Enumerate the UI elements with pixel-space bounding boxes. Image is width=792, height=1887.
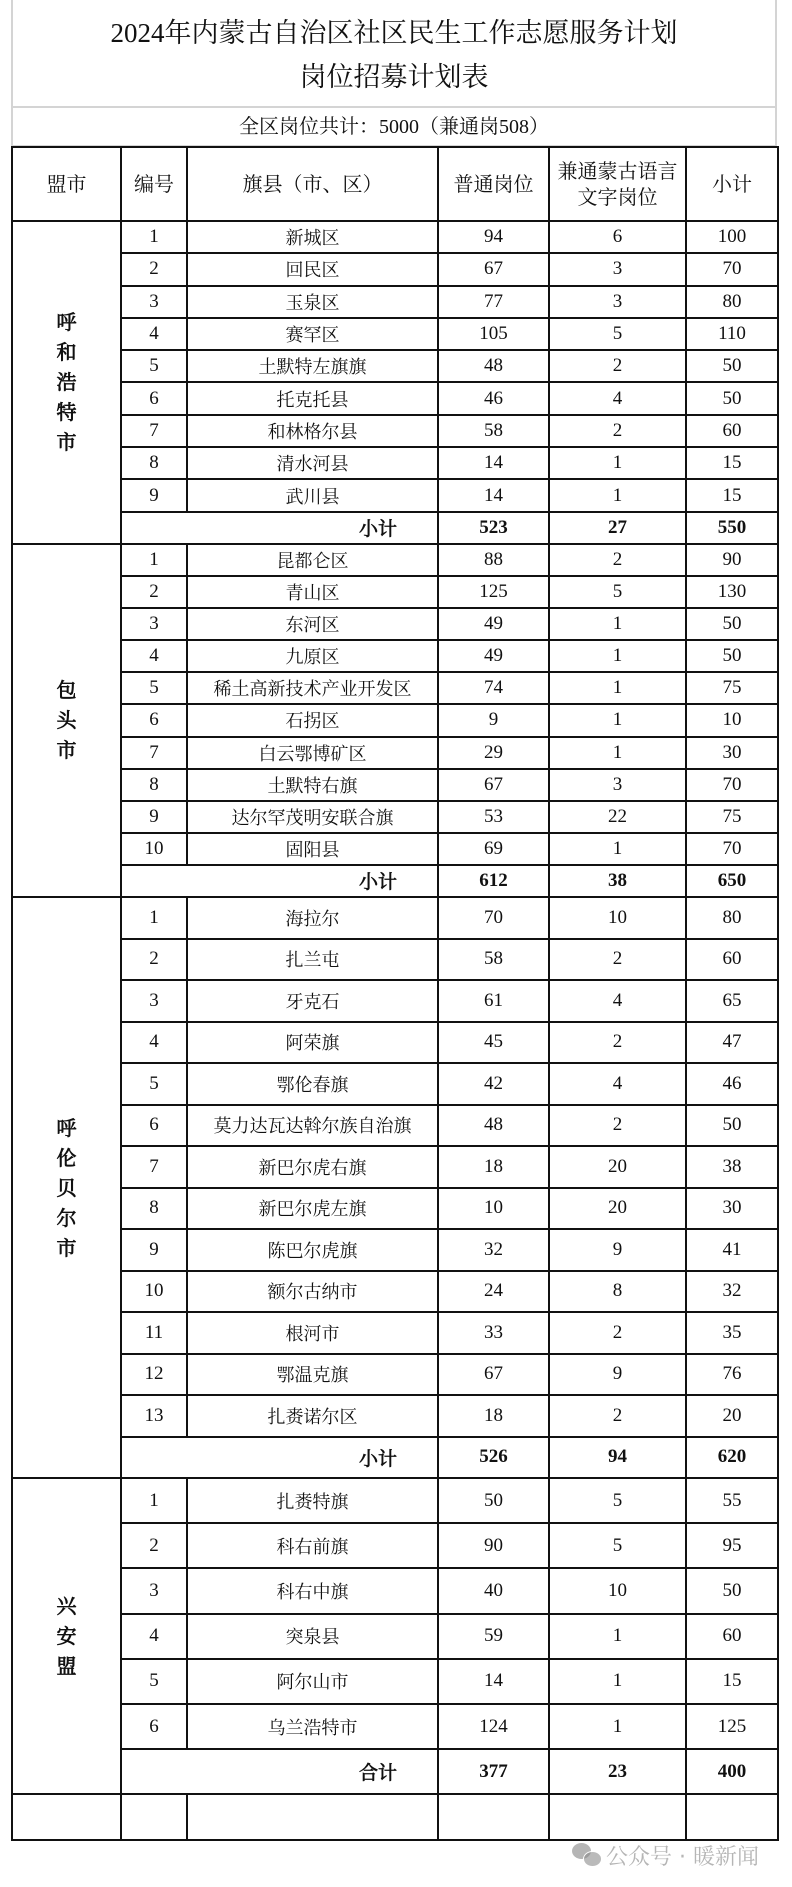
region-label: 包头市 [56, 678, 77, 763]
region-cell [12, 544, 121, 897]
mongolian-positions: 1 [549, 1704, 686, 1749]
row-number: 12 [121, 1354, 187, 1396]
mongolian-positions: 1 [549, 704, 686, 736]
county-name: 鄂温克旗 [187, 1354, 438, 1396]
mongolian-positions: 10 [549, 897, 686, 939]
partial-next-row [12, 1794, 778, 1839]
general-positions: 40 [438, 1568, 549, 1613]
row-number: 8 [121, 447, 187, 479]
header-row [12, 147, 778, 221]
mongolian-positions: 2 [549, 1312, 686, 1354]
table-row [12, 350, 778, 382]
general-positions: 29 [438, 737, 549, 769]
mongolian-positions: 5 [549, 1523, 686, 1568]
general-positions: 14 [438, 1659, 549, 1704]
mongolian-positions: 4 [549, 980, 686, 1022]
mongolian-positions: 2 [549, 1395, 686, 1437]
county-name: 托克托县 [187, 382, 438, 414]
county-name: 九原区 [187, 640, 438, 672]
row-number: 8 [121, 1188, 187, 1230]
region-cell [12, 1478, 121, 1794]
general-positions: 18 [438, 1146, 549, 1188]
cell [121, 1794, 187, 1839]
row-number: 9 [121, 801, 187, 833]
watermark-text: 公众号 · 暖新闻 [606, 1844, 759, 1870]
county-name: 海拉尔 [187, 897, 438, 939]
table-row [12, 1704, 778, 1749]
table-row [12, 1063, 778, 1105]
row-number: 7 [121, 737, 187, 769]
watermark [572, 1841, 759, 1869]
row-subtotal: 60 [686, 415, 778, 447]
table-row [12, 318, 778, 350]
general-positions: 46 [438, 382, 549, 414]
mongolian-positions: 2 [549, 350, 686, 382]
table-row [12, 1478, 778, 1523]
general-positions: 124 [438, 1704, 549, 1749]
table-row [12, 1659, 778, 1704]
row-subtotal: 60 [686, 1614, 778, 1659]
row-subtotal: 30 [686, 737, 778, 769]
mongolian-positions: 2 [549, 1022, 686, 1064]
row-number: 3 [121, 1568, 187, 1613]
row-number: 2 [121, 1523, 187, 1568]
table-row [12, 980, 778, 1022]
county-name: 牙克石 [187, 980, 438, 1022]
row-subtotal: 46 [686, 1063, 778, 1105]
mongolian-positions: 1 [549, 608, 686, 640]
wechat-icon [572, 1843, 602, 1867]
county-name: 玉泉区 [187, 286, 438, 318]
table-row [12, 769, 778, 801]
county-name: 鄂伦春旗 [187, 1063, 438, 1105]
row-number: 4 [121, 1022, 187, 1064]
mongolian-positions: 1 [549, 1659, 686, 1704]
row-subtotal: 50 [686, 640, 778, 672]
title-divider [11, 106, 777, 108]
general-positions: 14 [438, 479, 549, 511]
row-number: 9 [121, 1229, 187, 1271]
mongolian-positions: 2 [549, 939, 686, 981]
row-subtotal: 50 [686, 1568, 778, 1613]
mongolian-positions: 3 [549, 286, 686, 318]
county-name: 土默特左旗旗 [187, 350, 438, 382]
table-row [12, 1395, 778, 1437]
row-subtotal: 65 [686, 980, 778, 1022]
mongolian-positions: 9 [549, 1229, 686, 1271]
table-row [12, 1568, 778, 1613]
table-row [12, 897, 778, 939]
row-number: 4 [121, 640, 187, 672]
subtotal-row [12, 512, 778, 544]
county-name: 新城区 [187, 221, 438, 253]
table-row [12, 253, 778, 285]
county-name: 根河市 [187, 1312, 438, 1354]
county-name: 石拐区 [187, 704, 438, 736]
general-positions: 58 [438, 415, 549, 447]
row-number: 5 [121, 672, 187, 704]
county-name: 稀土高新技术产业开发区 [187, 672, 438, 704]
row-subtotal: 95 [686, 1523, 778, 1568]
mongolian-positions: 2 [549, 415, 686, 447]
subtotal-mongolian: 23 [549, 1749, 686, 1794]
county-name: 科右中旗 [187, 1568, 438, 1613]
row-subtotal: 35 [686, 1312, 778, 1354]
general-positions: 33 [438, 1312, 549, 1354]
row-number: 1 [121, 897, 187, 939]
document-title-line1: 2024年内蒙古自治区社区民生工作志愿服务计划 [110, 18, 678, 48]
table-row [12, 1312, 778, 1354]
mongolian-positions: 1 [549, 1614, 686, 1659]
county-name: 扎赉诺尔区 [187, 1395, 438, 1437]
mongolian-positions: 6 [549, 221, 686, 253]
general-positions: 77 [438, 286, 549, 318]
county-name: 赛罕区 [187, 318, 438, 350]
general-positions: 105 [438, 318, 549, 350]
row-subtotal: 70 [686, 769, 778, 801]
county-name: 阿尔山市 [187, 1659, 438, 1704]
row-number: 4 [121, 1614, 187, 1659]
mongolian-positions: 10 [549, 1568, 686, 1613]
county-name: 达尔罕茂明安联合旗 [187, 801, 438, 833]
row-number: 10 [121, 1271, 187, 1313]
row-subtotal: 75 [686, 672, 778, 704]
mongolian-positions: 20 [549, 1146, 686, 1188]
row-number: 6 [121, 1704, 187, 1749]
general-positions: 58 [438, 939, 549, 981]
general-positions: 88 [438, 544, 549, 576]
county-name: 扎兰屯 [187, 939, 438, 981]
recruitment-table [11, 146, 779, 1841]
region-cell [12, 221, 121, 544]
row-number: 3 [121, 980, 187, 1022]
county-name: 乌兰浩特市 [187, 1704, 438, 1749]
row-subtotal: 60 [686, 939, 778, 981]
region-label: 呼和浩特市 [56, 310, 77, 455]
row-number: 5 [121, 1063, 187, 1105]
table-row [12, 544, 778, 576]
mongolian-positions: 2 [549, 544, 686, 576]
general-positions: 24 [438, 1271, 549, 1313]
row-subtotal: 38 [686, 1146, 778, 1188]
row-subtotal: 70 [686, 833, 778, 865]
header-region: 盟市 [12, 147, 121, 221]
subtotal-total: 550 [686, 512, 778, 544]
subtotal-mongolian: 38 [549, 865, 686, 897]
cell [187, 1794, 438, 1839]
table-row [12, 1146, 778, 1188]
table-row [12, 286, 778, 318]
row-subtotal: 50 [686, 1105, 778, 1147]
header-general-positions: 普通岗位 [438, 147, 549, 221]
table-row [12, 1229, 778, 1271]
row-subtotal: 70 [686, 253, 778, 285]
row-subtotal: 20 [686, 1395, 778, 1437]
general-positions: 10 [438, 1188, 549, 1230]
row-number: 1 [121, 221, 187, 253]
subtotal-label: 合计 [121, 1749, 438, 1794]
document-title-line2: 岗位招募计划表 [299, 62, 489, 92]
region-label: 兴安盟 [56, 1594, 77, 1679]
row-number: 6 [121, 382, 187, 414]
county-name: 清水河县 [187, 447, 438, 479]
general-positions: 59 [438, 1614, 549, 1659]
row-number: 2 [121, 576, 187, 608]
row-subtotal: 32 [686, 1271, 778, 1313]
table-row [12, 672, 778, 704]
mongolian-positions: 1 [549, 833, 686, 865]
row-number: 1 [121, 1478, 187, 1523]
general-positions: 42 [438, 1063, 549, 1105]
subtotal-row [12, 865, 778, 897]
table-row [12, 447, 778, 479]
row-subtotal: 50 [686, 350, 778, 382]
county-name: 阿荣旗 [187, 1022, 438, 1064]
table-row [12, 221, 778, 253]
general-positions: 14 [438, 447, 549, 479]
subtotal-total: 650 [686, 865, 778, 897]
mongolian-positions: 4 [549, 1063, 686, 1105]
county-name: 突泉县 [187, 1614, 438, 1659]
subtotal-label: 小计 [121, 865, 438, 897]
cell [549, 1794, 686, 1839]
mongolian-positions: 1 [549, 737, 686, 769]
total-positions-summary: 全区岗位共计：5000（兼通岗508） [239, 116, 549, 138]
mongolian-positions: 1 [549, 479, 686, 511]
row-subtotal: 80 [686, 897, 778, 939]
table-row [12, 640, 778, 672]
row-subtotal: 55 [686, 1478, 778, 1523]
row-subtotal: 110 [686, 318, 778, 350]
region-label: 呼伦贝尔市 [56, 1115, 77, 1260]
row-subtotal: 50 [686, 608, 778, 640]
subtotal-total: 400 [686, 1749, 778, 1794]
county-name: 新巴尔虎左旗 [187, 1188, 438, 1230]
row-subtotal: 41 [686, 1229, 778, 1271]
table-row [12, 1271, 778, 1313]
general-positions: 70 [438, 897, 549, 939]
general-positions: 67 [438, 253, 549, 285]
mongolian-positions: 3 [549, 769, 686, 801]
general-positions: 48 [438, 1105, 549, 1147]
general-positions: 50 [438, 1478, 549, 1523]
general-positions: 45 [438, 1022, 549, 1064]
mongolian-positions: 1 [549, 447, 686, 479]
general-positions: 53 [438, 801, 549, 833]
general-positions: 125 [438, 576, 549, 608]
county-name: 额尔古纳市 [187, 1271, 438, 1313]
county-name: 回民区 [187, 253, 438, 285]
general-positions: 61 [438, 980, 549, 1022]
row-subtotal: 30 [686, 1188, 778, 1230]
row-number: 5 [121, 1659, 187, 1704]
subtotal-general: 526 [438, 1437, 549, 1479]
row-number: 5 [121, 350, 187, 382]
row-number: 9 [121, 479, 187, 511]
table-row [12, 1022, 778, 1064]
mongolian-positions: 9 [549, 1354, 686, 1396]
county-name: 武川县 [187, 479, 438, 511]
county-name: 固阳县 [187, 833, 438, 865]
general-positions: 94 [438, 221, 549, 253]
row-subtotal: 10 [686, 704, 778, 736]
table-row [12, 1188, 778, 1230]
table-row [12, 833, 778, 865]
subtotal-total: 620 [686, 1437, 778, 1479]
row-number: 1 [121, 544, 187, 576]
county-name: 白云鄂博矿区 [187, 737, 438, 769]
subtotal-general: 377 [438, 1749, 549, 1794]
general-positions: 69 [438, 833, 549, 865]
row-number: 3 [121, 608, 187, 640]
cell [438, 1794, 549, 1839]
county-name: 昆都仑区 [187, 544, 438, 576]
row-subtotal: 100 [686, 221, 778, 253]
row-subtotal: 76 [686, 1354, 778, 1396]
mongolian-positions: 5 [549, 576, 686, 608]
table-row [12, 382, 778, 414]
header-number: 编号 [121, 147, 187, 221]
header-mongolian-positions [549, 147, 686, 221]
mongolian-positions: 3 [549, 253, 686, 285]
table-row [12, 1105, 778, 1147]
row-number: 3 [121, 286, 187, 318]
mongolian-positions: 20 [549, 1188, 686, 1230]
cell [686, 1794, 778, 1839]
header-mongolian-label: 兼通蒙古语言文字岗位 [557, 159, 678, 209]
row-number: 7 [121, 1146, 187, 1188]
subtotal-label: 小计 [121, 1437, 438, 1479]
mongolian-positions: 1 [549, 672, 686, 704]
subtotal-mongolian: 94 [549, 1437, 686, 1479]
row-number: 7 [121, 415, 187, 447]
row-number: 11 [121, 1312, 187, 1354]
header-county: 旗县（市、区） [187, 147, 438, 221]
row-subtotal: 75 [686, 801, 778, 833]
mongolian-positions: 4 [549, 382, 686, 414]
mongolian-positions: 8 [549, 1271, 686, 1313]
row-subtotal: 130 [686, 576, 778, 608]
mongolian-positions: 2 [549, 1105, 686, 1147]
subtotal-mongolian: 27 [549, 512, 686, 544]
county-name: 青山区 [187, 576, 438, 608]
mongolian-positions: 1 [549, 640, 686, 672]
table-row [12, 608, 778, 640]
row-number: 6 [121, 704, 187, 736]
table-row [12, 801, 778, 833]
subtotal-label: 小计 [121, 512, 438, 544]
row-number: 6 [121, 1105, 187, 1147]
mongolian-positions: 5 [549, 1478, 686, 1523]
general-positions: 67 [438, 769, 549, 801]
row-subtotal: 50 [686, 382, 778, 414]
general-positions: 18 [438, 1395, 549, 1437]
mongolian-positions: 5 [549, 318, 686, 350]
table-row [12, 1614, 778, 1659]
county-name: 土默特右旗 [187, 769, 438, 801]
table-row [12, 737, 778, 769]
county-name: 和林格尔县 [187, 415, 438, 447]
table-row [12, 1523, 778, 1568]
subtotal-general: 523 [438, 512, 549, 544]
table-row [12, 479, 778, 511]
row-subtotal: 15 [686, 479, 778, 511]
table-row [12, 415, 778, 447]
county-name: 新巴尔虎右旗 [187, 1146, 438, 1188]
row-subtotal: 15 [686, 447, 778, 479]
general-positions: 49 [438, 608, 549, 640]
subtotal-row [12, 1749, 778, 1794]
table-row [12, 576, 778, 608]
general-positions: 67 [438, 1354, 549, 1396]
row-subtotal: 125 [686, 1704, 778, 1749]
row-subtotal: 15 [686, 1659, 778, 1704]
row-number: 2 [121, 939, 187, 981]
general-positions: 74 [438, 672, 549, 704]
subtotal-general: 612 [438, 865, 549, 897]
row-subtotal: 47 [686, 1022, 778, 1064]
table-row [12, 939, 778, 981]
subtotal-row [12, 1437, 778, 1479]
row-number: 4 [121, 318, 187, 350]
row-subtotal: 90 [686, 544, 778, 576]
row-number: 13 [121, 1395, 187, 1437]
county-name: 陈巴尔虎旗 [187, 1229, 438, 1271]
cell [12, 1794, 121, 1839]
header-subtotal: 小计 [686, 147, 778, 221]
county-name: 莫力达瓦达斡尔族自治旗 [187, 1105, 438, 1147]
county-name: 科右前旗 [187, 1523, 438, 1568]
table-row [12, 1354, 778, 1396]
county-name: 扎赉特旗 [187, 1478, 438, 1523]
mongolian-positions: 22 [549, 801, 686, 833]
general-positions: 49 [438, 640, 549, 672]
row-number: 8 [121, 769, 187, 801]
region-cell [12, 897, 121, 1478]
general-positions: 48 [438, 350, 549, 382]
row-number: 10 [121, 833, 187, 865]
general-positions: 9 [438, 704, 549, 736]
county-name: 东河区 [187, 608, 438, 640]
row-subtotal: 80 [686, 286, 778, 318]
table-row [12, 704, 778, 736]
general-positions: 90 [438, 1523, 549, 1568]
row-number: 2 [121, 253, 187, 285]
general-positions: 32 [438, 1229, 549, 1271]
